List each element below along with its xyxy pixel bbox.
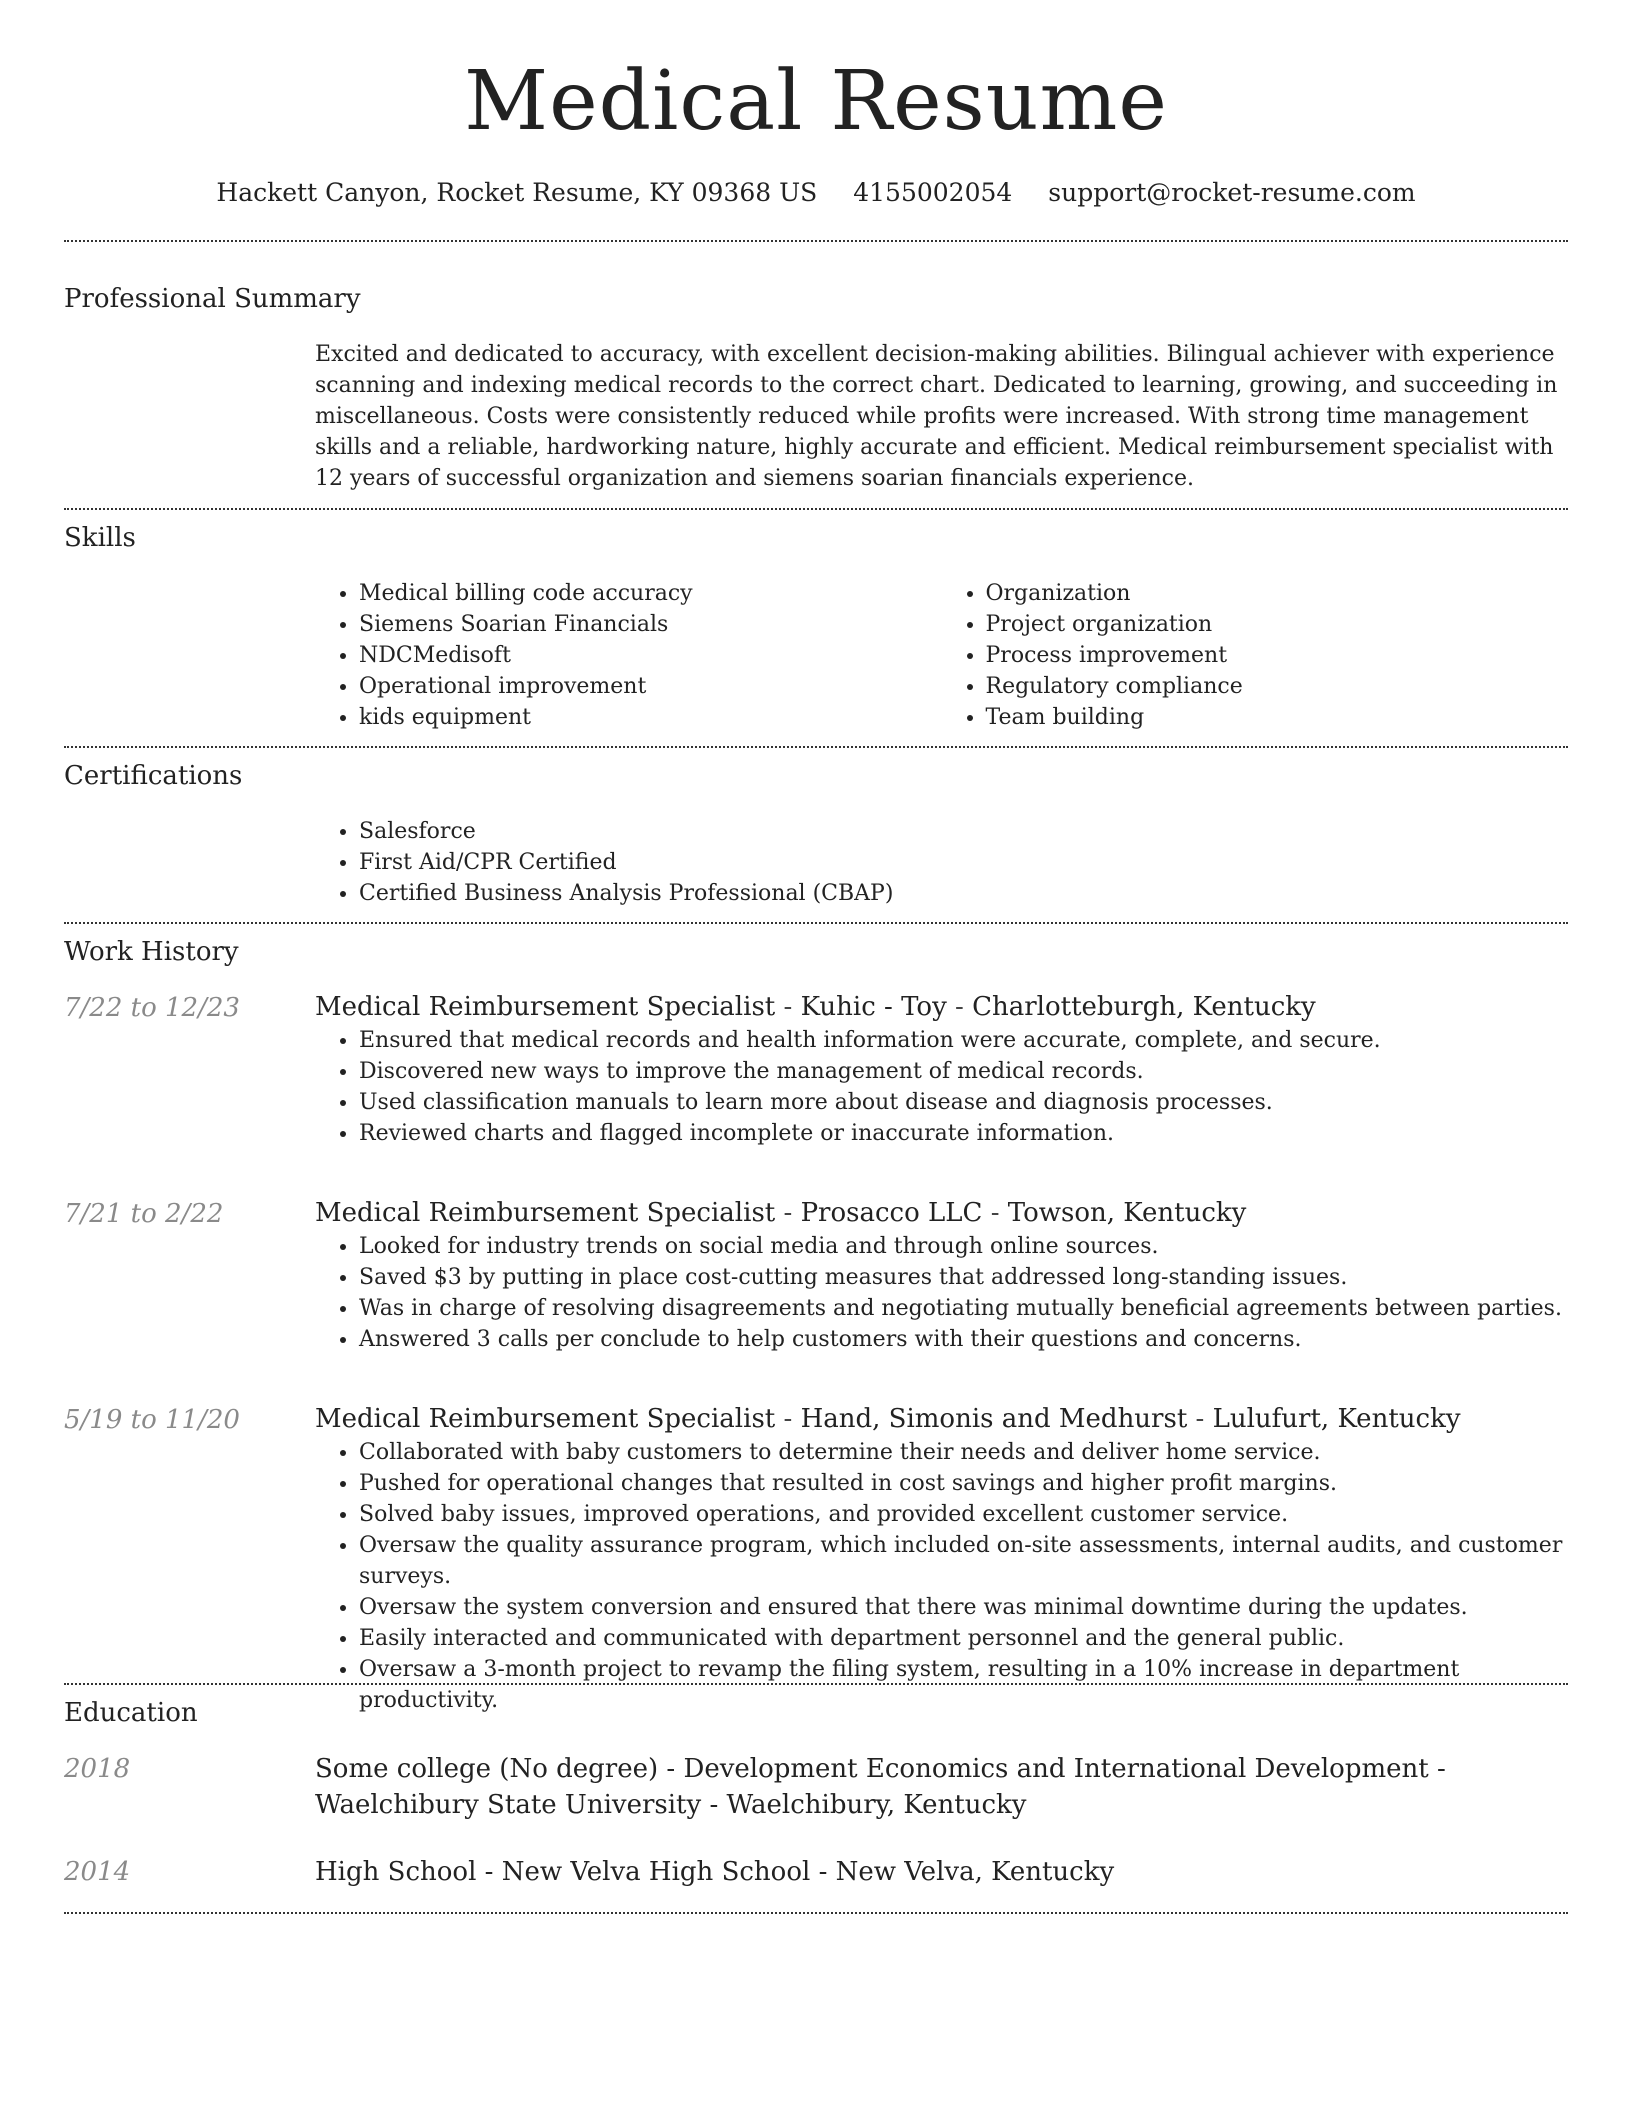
- resume-header: [0, 0, 1632, 210]
- certifications-title: Certifications: [64, 761, 243, 791]
- list-item: • Salesforce: [359, 816, 1568, 847]
- list-item: • Used classification manuals to learn more about disease and diagnosis processes.: [359, 1087, 1568, 1118]
- list-item: • Oversaw the quality assurance program, which included on-site assessments, internal audits, and customer surveys.: [359, 1530, 1568, 1592]
- job-role: Medical Reimbursement Specialist: [315, 1404, 776, 1434]
- list-item: • Reviewed charts and flagged incomplete or inaccurate information.: [359, 1118, 1568, 1149]
- job-bullets: [315, 1437, 1568, 1716]
- list-item: • Discovered new ways to improve the management of medical records.: [359, 1056, 1568, 1087]
- list-item: • Ensured that medical records and health information were accurate, complete, and secure.: [359, 1025, 1568, 1056]
- job-title: Medical Reimbursement Specialist - Kuhic - Toy - Charlotteburgh, Kentucky: [315, 992, 1316, 1022]
- education-school: New Velva High School: [501, 1857, 811, 1887]
- list-item: • Solved baby issues, improved operations, and provided excellent customer service.: [359, 1499, 1568, 1530]
- job-location: Charlotteburgh, Kentucky: [972, 992, 1316, 1022]
- section-divider: [64, 922, 1568, 924]
- job-bullets: [315, 1025, 1568, 1149]
- job-entry: [315, 990, 1568, 1149]
- list-item: • Team building: [986, 702, 1569, 733]
- section-divider: [64, 508, 1568, 510]
- job-entry: [315, 1402, 1568, 1716]
- skills-list-left: [315, 578, 942, 733]
- list-item: • Operational improvement: [359, 671, 942, 702]
- job-dates: 7/22 to 12/23: [64, 993, 240, 1023]
- list-item: • NDCMedisoft: [359, 640, 942, 671]
- list-item: • Oversaw the system conversion and ensured that there was minimal downtime during the updates.: [359, 1592, 1568, 1623]
- job-title: Medical Reimbursement Specialist - Prosacco LLC - Towson, Kentucky: [315, 1198, 1247, 1228]
- list-item: • Organization: [986, 578, 1569, 609]
- section-divider: [64, 1683, 1568, 1685]
- job-company: Prosacco LLC: [800, 1198, 983, 1228]
- certifications-list: [315, 816, 1568, 909]
- list-item: • First Aid/CPR Certified: [359, 847, 1568, 878]
- list-item: • Medical billing code accuracy: [359, 578, 942, 609]
- education-entry: High School - New Velva High School - New Velva, Kentucky: [315, 1857, 1115, 1887]
- education-entry: Some college (No degree) - Development Economics and International Development - Waelchibury State University - Waelchibury, Kentucky: [315, 1754, 1446, 1820]
- section-divider: [64, 1912, 1568, 1914]
- job-location: Towson, Kentucky: [1007, 1198, 1247, 1228]
- list-item: • Collaborated with baby customers to determine their needs and deliver home service.: [359, 1437, 1568, 1468]
- skills-grid: [315, 578, 1568, 733]
- certifications-content: [315, 816, 1568, 909]
- job-role: Medical Reimbursement Specialist: [315, 1198, 776, 1228]
- section-divider: [64, 746, 1568, 748]
- job-dates: 7/21 to 2/22: [64, 1199, 224, 1229]
- education-degree: Some college (No degree): [315, 1754, 659, 1784]
- contact-email: support@rocket-resume.com: [1048, 178, 1416, 207]
- job-title: Medical Reimbursement Specialist - Hand, Simonis and Medhurst - Lulufurt, Kentucky: [315, 1404, 1461, 1434]
- job-bullets: [315, 1231, 1568, 1355]
- education-field: Development Economics and International Development: [683, 1754, 1429, 1784]
- job-company: Hand, Simonis and Medhurst: [800, 1404, 1188, 1434]
- skills-title: Skills: [64, 523, 136, 553]
- job-role: Medical Reimbursement Specialist: [315, 992, 776, 1022]
- job-company: Kuhic - Toy: [800, 992, 947, 1022]
- contact-address: Hackett Canyon, Rocket Resume, KY 09368 US: [216, 178, 818, 207]
- list-item: • Was in charge of resolving disagreements and negotiating mutually beneficial agreements between parties.: [359, 1293, 1568, 1324]
- section-divider: [64, 240, 1568, 242]
- education-location: Waelchibury, Kentucky: [726, 1790, 1027, 1820]
- job-location: Lulufurt, Kentucky: [1212, 1404, 1461, 1434]
- skills-list-right: [942, 578, 1569, 733]
- list-item: • Answered 3 calls per conclude to help customers with their questions and concerns.: [359, 1324, 1568, 1355]
- education-title: Education: [64, 1698, 198, 1728]
- education-degree: High School: [315, 1857, 477, 1887]
- summary-text: Excited and dedicated to accuracy, with excellent decision-making abilities. Bilingual achiever with experience scanning and indexing medical records to the correct chart. Dedicated to learning, growing, and succeeding in miscellaneous. Costs were consistently reduced while profits were increased. With strong time management skills and a reliable, hardworking nature, highly accurate and efficient. Medical reimbursement specialist with 12 years of successful organization and siemens soarian financials experience.: [315, 342, 1558, 491]
- job-dates: 5/19 to 11/20: [64, 1405, 240, 1435]
- list-item: • Project organization: [986, 609, 1569, 640]
- resume-name: Medical Resume: [464, 54, 1168, 149]
- list-item: • Pushed for operational changes that resulted in cost savings and higher profit margins.: [359, 1468, 1568, 1499]
- education-location: New Velva, Kentucky: [835, 1857, 1115, 1887]
- education-year: 2018: [64, 1754, 131, 1784]
- education-school: Waelchibury State University: [315, 1790, 702, 1820]
- contact-line: [0, 176, 1632, 210]
- list-item: • Regulatory compliance: [986, 671, 1569, 702]
- contact-phone: 4155002054: [853, 178, 1013, 207]
- list-item: • Saved $3 by putting in place cost-cutting measures that addressed long-standing issues.: [359, 1262, 1568, 1293]
- summary-title: Professional Summary: [64, 284, 361, 314]
- list-item: • Easily interacted and communicated with department personnel and the general public.: [359, 1623, 1568, 1654]
- list-item: • Oversaw a 3-month project to revamp the filing system, resulting in a 10% increase in department productivity.: [359, 1654, 1568, 1716]
- job-entry: [315, 1196, 1568, 1355]
- education-year: 2014: [64, 1857, 131, 1887]
- list-item: • Siemens Soarian Financials: [359, 609, 942, 640]
- work-title: Work History: [64, 937, 239, 967]
- list-item: • Process improvement: [986, 640, 1569, 671]
- list-item: • kids equipment: [359, 702, 942, 733]
- list-item: • Certified Business Analysis Professional (CBAP): [359, 878, 1568, 909]
- list-item: • Looked for industry trends on social media and through online sources.: [359, 1231, 1568, 1262]
